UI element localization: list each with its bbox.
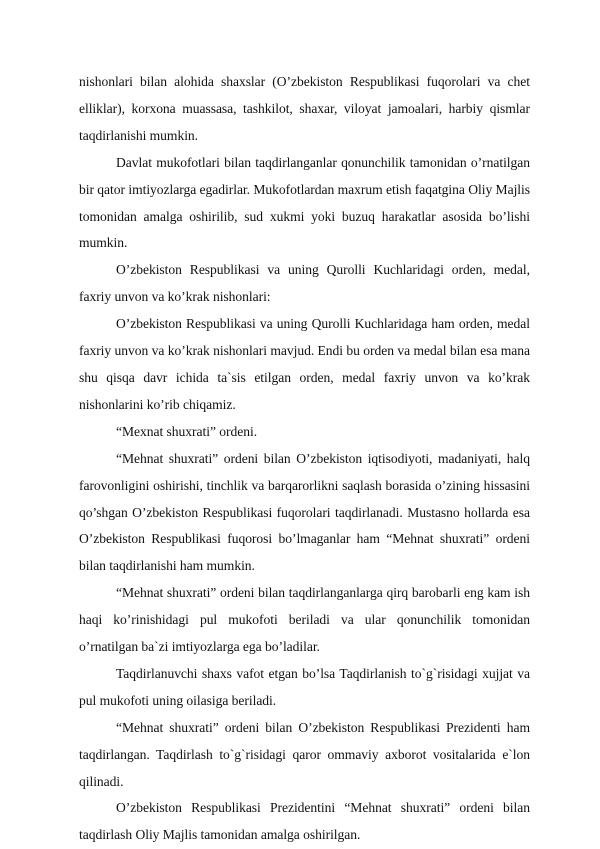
paragraph-10: O’zbekiston Respublikasi Prezidentini “Mehnat shuxrati” ordeni bilan taqdirlash Oliy Majlis tamonidan amalga oshirilgan. bbox=[79, 800, 530, 843]
paragraph-7: “Mehnat shuxrati” ordeni bilan taqdirlanganlarga qirq barobarli eng kam ish haqi ko’rinishidagi pul mukofoti beriladi va ular qonunchilik tomonidan o’rnatilgan ba`zi imtiyozlarga ega bo’ladilar. bbox=[79, 585, 530, 655]
paragraph-6: “Mehnat shuxrati” ordeni bilan O’zbekiston iqtisodiyoti, madaniyati, halq farovonligini oshirishi, tinchlik va barqarorlikni saqlash borasida o’zining hissasini qo’shgan O’zbekiston Respublikasi fuqorolari taqdirlanadi. Mustasno hollarda esa O’zbekiston Respublikasi fuqorosi bo’lmaganlar ham “Mehnat shuxrati” ordeni bilan taqdirlanishi ham mumkin. bbox=[79, 450, 530, 574]
paragraph-9: “Mehnat shuxrati” ordeni bilan O’zbekiston Respublikasi Prezidenti ham taqdirlangan. Taqdirlash to`g`risidagi qaror ommaviy axborot vositalarida e`lon qilinadi. bbox=[79, 719, 530, 789]
paragraph-8: Taqdirlanuvchi shaxs vafot etgan bo’lsa Taqdirlanish to`g`risidagi xujjat va pul mukofoti uning oilasiga beriladi. bbox=[79, 665, 530, 708]
paragraph-2: Davlat mukofotlari bilan taqdirlanganlar qonunchilik tamonidan o’rnatilgan bir qator imtiyozlarga egadirlar. Mukofotlardan maxrum etish faqatgina Oliy Majlis tomonidan amalga oshirilib, sud xukmi yoki buzuq harakatlar asosida bo’lishi mumkin. bbox=[79, 154, 530, 251]
paragraph-1: nishonlari bilan alohida shaxslar (O’zbekiston Respublikasi fuqorolari va chet elliklar), korxona muassasa, tashkilot, shaxar, viloyat jamoalari, harbiy qismlar taqdirlanishi mumkin. bbox=[79, 74, 530, 143]
paragraph-4: O’zbekiston Respublikasi va uning Qurolli Kuchlaridaga ham orden, medal faxriy unvon va ko’krak nishonlari mavjud. Endi bu orden va medal bilan esa mana shu qisqa davr ichida ta`sis etilgan orden, medal faxriy unvon va ko’krak nishonlarini ko’rib chiqamiz. bbox=[79, 316, 530, 412]
section-heading: “Mexnat shuxrati” ordeni. bbox=[116, 423, 258, 439]
paragraph-3: O’zbekiston Respublikasi va uning Qurolli Kuchlaridagi orden, medal, faxriy unvon va ko’krak nishonlari: bbox=[79, 262, 530, 305]
